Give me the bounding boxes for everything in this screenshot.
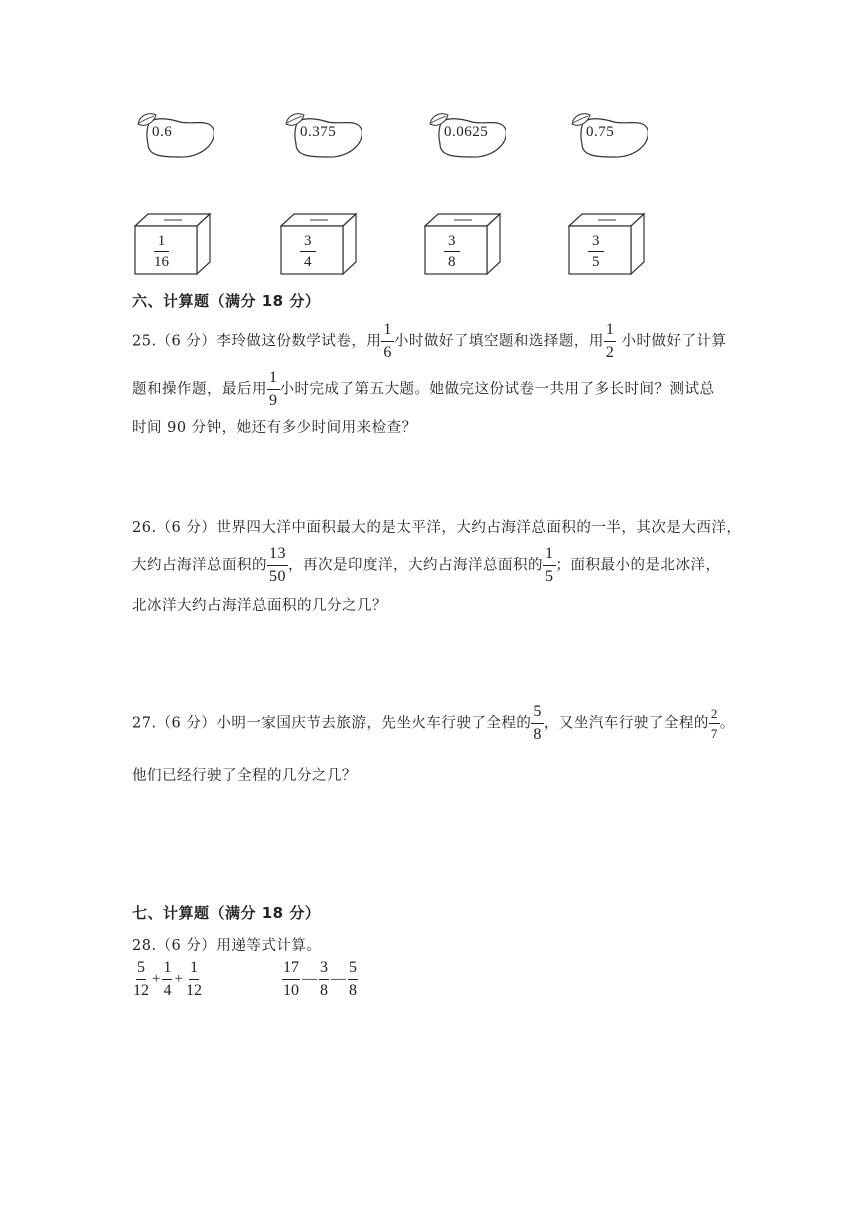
fraction-box (134, 212, 212, 276)
minus-operator: — (331, 971, 346, 987)
box-icon (134, 212, 212, 276)
fraction (348, 960, 358, 999)
plus-operator: + (174, 971, 183, 987)
decimal-card (568, 110, 648, 162)
question-text: 小时做好了计算 (616, 333, 727, 350)
question-text: ，又坐汽车行驶了全程的 (543, 715, 709, 732)
denominator: 2 (605, 344, 615, 361)
fraction-box (568, 212, 646, 276)
fraction-box (280, 212, 358, 276)
decimal-value: 0.75 (586, 124, 615, 140)
decimal-value: 0.375 (300, 124, 337, 140)
question-25-line-2 (132, 370, 715, 409)
numerator: 1 (381, 322, 394, 342)
numerator: 5 (348, 960, 358, 980)
box-icon (568, 212, 646, 276)
section-heading: 六、计算题（满分 18 分） (132, 292, 321, 310)
expression-1 (132, 960, 203, 999)
box-icon (424, 212, 502, 276)
question-text: 小时完成了第五大题。她做完这份试卷一共用了多长时间？测试总 (279, 381, 715, 398)
numerator: 5 (136, 960, 146, 980)
denominator: 9 (269, 392, 278, 409)
question-text: 。 (719, 715, 735, 732)
numerator: 1 (604, 322, 617, 342)
denominator: 8 (320, 982, 328, 999)
question-text: 题和操作题，最后用 (132, 381, 267, 398)
fraction (319, 960, 329, 999)
denominator: 50 (269, 568, 286, 585)
denominator: 8 (448, 254, 456, 270)
numerator: 3 (319, 960, 329, 980)
section-heading: 七、计算题（满分 18 分） (132, 904, 321, 922)
fraction (267, 546, 288, 585)
denominator: 6 (383, 344, 392, 361)
numerator: 17 (282, 960, 300, 980)
numerator: 13 (267, 546, 288, 566)
fraction (543, 546, 556, 585)
question-26-line-1: 26.（6 分）世界四大洋中面积最大的是太平洋，大约占海洋总面积的一半，其次是大西洋， (132, 520, 742, 536)
numerator: 2 (709, 707, 720, 724)
fraction (282, 960, 300, 999)
decimal-value: 0.6 (152, 124, 173, 140)
box-fraction (444, 234, 460, 270)
denominator: 5 (545, 568, 554, 585)
question-26-line-3: 北冰洋大约占海洋总面积的几分之几？ (132, 598, 387, 614)
question-text: ，再次是印度洋，大约占海洋总面积的 (288, 557, 543, 574)
box-icon (280, 212, 358, 276)
question-text: 25.（6 分）李玲做这份数学试卷，用 (132, 333, 382, 350)
minus-operator: — (302, 971, 317, 987)
numerator: 5 (531, 704, 544, 724)
question-28-line-1: 28.（6 分）用递等式计算。 (132, 938, 322, 954)
question-25-line-1 (132, 322, 727, 361)
question-27-line-1 (132, 704, 735, 743)
numerator: 3 (300, 234, 316, 252)
box-fraction (300, 234, 316, 270)
question-27-line-2: 他们已经行驶了全程的几分之几？ (132, 768, 357, 784)
denominator: 5 (592, 254, 600, 270)
denominator: 10 (283, 982, 299, 999)
fraction (604, 322, 617, 361)
numerator: 1 (162, 960, 172, 980)
mango-shape-icon (134, 110, 214, 162)
denominator: 12 (185, 982, 202, 999)
question-25-line-3: 时间 90 分钟，她还有多少时间用来检查？ (132, 420, 417, 436)
denominator: 8 (533, 726, 542, 743)
box-fraction (150, 234, 173, 270)
fraction (185, 960, 203, 999)
decimal-card (426, 110, 506, 162)
denominator: 7 (710, 726, 718, 741)
fraction-box (424, 212, 502, 276)
question-26-line-2 (132, 546, 721, 585)
denominator: 16 (154, 254, 169, 270)
fraction (381, 322, 394, 361)
question-text: 27.（6 分）小明一家国庆节去旅游，先坐火车行驶了全程的 (132, 715, 532, 732)
question-text: 小时做好了填空题和选择题，用 (393, 333, 604, 350)
numerator: 3 (588, 234, 604, 252)
numerator: 1 (267, 370, 280, 390)
decimal-card (134, 110, 214, 162)
question-text: ；面积最小的是北冰洋， (555, 557, 721, 574)
expression-2 (282, 960, 358, 999)
decimal-value: 0.0625 (444, 124, 489, 140)
question-text: 大约占海洋总面积的 (132, 557, 267, 574)
numerator: 3 (444, 234, 460, 252)
denominator: 4 (304, 254, 312, 270)
fraction (132, 960, 150, 999)
denominator: 12 (133, 982, 149, 999)
fraction (162, 960, 172, 999)
denominator: 8 (349, 982, 357, 999)
numerator: 1 (543, 546, 556, 566)
numerator: 1 (189, 960, 199, 980)
fraction (267, 370, 280, 409)
numerator: 1 (154, 234, 170, 252)
plus-operator: + (152, 971, 161, 987)
box-fraction (588, 234, 604, 270)
fraction (531, 704, 544, 743)
denominator: 4 (163, 982, 172, 999)
fraction (709, 707, 720, 740)
decimal-card (282, 110, 362, 162)
